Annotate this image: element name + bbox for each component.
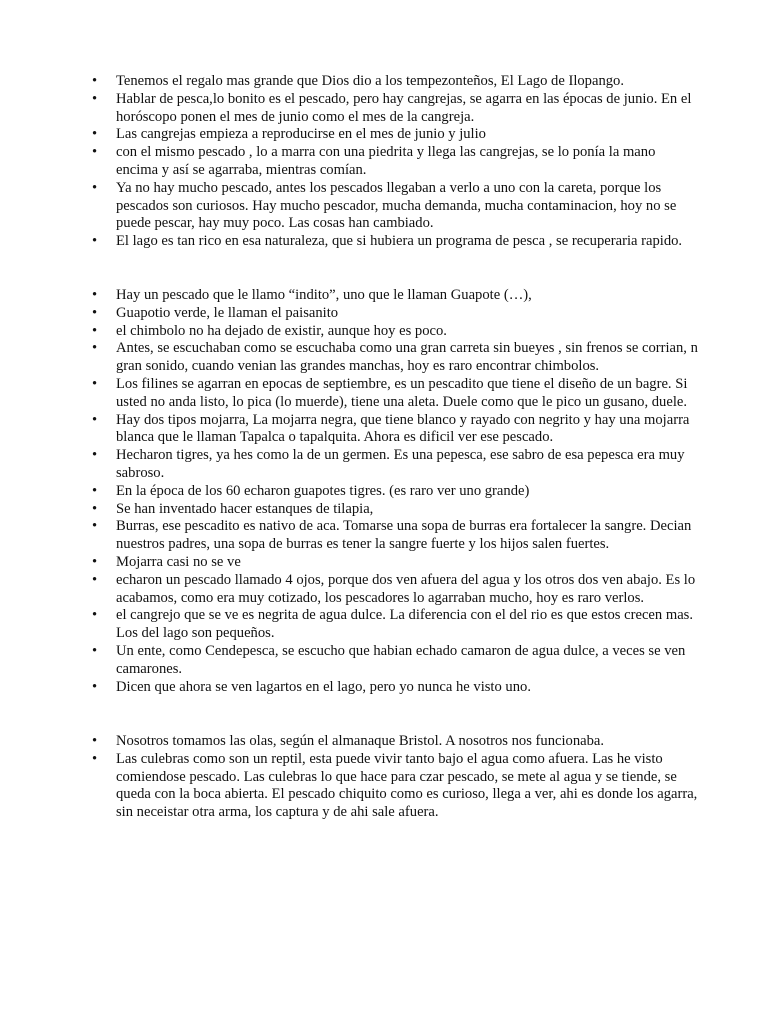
- bullet-icon: •: [92, 144, 98, 161]
- list-item-text: Antes, se escuchaban como se escuchaba como una gran carreta sin bueyes , sin frenos se corrian, n gran sonido, cuando venian las grandes manchas, hoy es raro encontrar chimbolos.: [116, 340, 698, 375]
- bullet-list-section-1: [92, 73, 700, 251]
- list-item: [92, 305, 700, 323]
- bullet-icon: •: [92, 340, 98, 357]
- bullet-icon: •: [92, 553, 98, 570]
- list-item-text: Tenemos el regalo mas grande que Dios dio a los tempezonteños, El Lago de Ilopango.: [116, 73, 624, 89]
- list-item-text: Hecharon tigres, ya hes como la de un germen. Es una pepesca, ese sabro de esa pepesca era muy sabroso.: [116, 447, 685, 481]
- list-item: [92, 73, 700, 91]
- bullet-icon: •: [92, 518, 98, 535]
- list-item: [92, 144, 700, 180]
- list-item: [92, 91, 700, 127]
- list-item-text: el chimbolo no ha dejado de existir, aunque hoy es poco.: [116, 322, 447, 339]
- list-item-text: con el mismo pescado , lo a marra con una piedrita y llega las cangrejas, se lo ponía la mano encima y así se agarraba, mientras comían.: [116, 144, 656, 178]
- list-item-text: Dicen que ahora se ven lagartos en el lago, pero yo nunca he visto uno.: [116, 678, 531, 695]
- bullet-list-section-3: [92, 733, 700, 822]
- list-item: [92, 340, 700, 376]
- list-item: [92, 447, 700, 483]
- list-item-text: Los filines se agarran en epocas de septiembre, es un pescadito que tiene el diseño de un bagre. Si usted no anda listo, lo pica (lo muerde), tiene una aleta. Duele como que le pico un gusano, duele.: [116, 375, 688, 410]
- bullet-icon: •: [92, 607, 98, 624]
- list-item: [92, 518, 700, 554]
- bullet-icon: •: [92, 126, 98, 143]
- list-item-text: En la época de los 60 echaron guapotes tigres. (es raro ver uno grande): [116, 482, 530, 499]
- list-item-text: Mojarra casi no se ve: [116, 553, 241, 570]
- list-item-text: Guapotio verde, le llaman el paisanito: [116, 304, 339, 321]
- list-item: [92, 233, 700, 251]
- list-item-text: echaron un pescado llamado 4 ojos, porque dos ven afuera del agua y los otros dos ven abajo. Es lo acabamos, como era muy cotizado, los pescadores lo agarraban mucho, hoy es raro verlos.: [116, 571, 696, 606]
- list-item: [92, 501, 700, 519]
- list-item: [92, 733, 700, 751]
- bullet-icon: •: [92, 90, 98, 107]
- list-item: [92, 607, 700, 643]
- bullet-icon: •: [92, 375, 98, 392]
- bullet-icon: •: [92, 642, 98, 659]
- list-item-text: Hablar de pesca,lo bonito es el pescado, pero hay cangrejas, se agarra en las épocas de junio. En el horóscopo ponen el mes de junio como el mes de la cangreja.: [116, 90, 692, 125]
- list-item-text: Burras, ese pescadito es nativo de aca. Tomarse una sopa de burras era fortalecer la sangre. Decian nuestros padres, una sopa de burras es tener la sangre fuerte y los hijos salen fuertes.: [116, 518, 692, 553]
- bullet-icon: •: [92, 678, 98, 695]
- bullet-icon: •: [92, 447, 98, 464]
- list-item: [92, 483, 700, 501]
- list-item-text: Nosotros tomamos las olas, según el almanaque Bristol. A nosotros nos funcionaba.: [116, 733, 605, 749]
- list-item-text: Hay dos tipos mojarra, La mojarra negra, que tiene blanco y rayado con negrito y hay una mojarra blanca que le llaman Tapalca o tapalquita. Ahora es dificil ver ese pescado.: [116, 411, 690, 446]
- list-item-text: el cangrejo que se ve es negrita de agua dulce. La diferencia con el del rio es que estos crecen mas. Los del lago son pequeños.: [116, 607, 693, 642]
- list-item-text: El lago es tan rico en esa naturaleza, que si hubiera un programa de pesca , se recuperaria rapido.: [116, 233, 683, 250]
- bullet-icon: •: [92, 411, 98, 428]
- bullet-list-section-2: [92, 287, 700, 696]
- list-item-text: Las culebras como son un reptil, esta puede vivir tanto bajo el agua como afuera. Las he visto comiendose pescado. Las culebras lo que hace para czar pescado, se mete al agua y se tiende, se queda con la boca abierta. El pescado chiquito como es curioso, llega a ver, ahi es donde los agarra, sin neceistar otra arma, los captura y de ahi sale afuera.: [116, 750, 698, 821]
- bullet-icon: •: [92, 750, 98, 767]
- list-item: [92, 376, 700, 412]
- list-item-text: Ya no hay mucho pescado, antes los pescados llegaban a verlo a uno con la careta, porque los pescados son curiosos. Hay mucho pescador, mucha demanda, mucha contaminacion, hoy no se puede pescar, hay muy poco. Las cosas han cambiado.: [116, 179, 677, 232]
- list-item-text: Hay un pescado que le llamo “indito”, uno que le llaman Guapote (…),: [116, 287, 532, 303]
- bullet-icon: •: [92, 304, 98, 321]
- bullet-icon: •: [92, 482, 98, 499]
- list-item: [92, 554, 700, 572]
- bullet-icon: •: [92, 733, 98, 749]
- bullet-icon: •: [92, 571, 98, 588]
- list-item-text: Se han inventado hacer estanques de tilapia,: [116, 500, 374, 517]
- list-item: [92, 572, 700, 608]
- list-item: [92, 287, 700, 305]
- bullet-icon: •: [92, 322, 98, 339]
- bullet-icon: •: [92, 179, 98, 196]
- bullet-icon: •: [92, 233, 98, 250]
- list-item: [92, 412, 700, 448]
- list-item: [92, 126, 700, 144]
- bullet-icon: •: [92, 287, 98, 303]
- list-item: [92, 679, 700, 697]
- list-item-text: Un ente, como Cendepesca, se escucho que habian echado camaron de agua dulce, a veces se ven camarones.: [116, 642, 686, 677]
- bullet-icon: •: [92, 500, 98, 517]
- list-item: [92, 180, 700, 233]
- list-item: [92, 751, 700, 822]
- list-item: [92, 643, 700, 679]
- list-item: [92, 323, 700, 341]
- bullet-icon: •: [92, 73, 98, 89]
- list-item-text: Las cangrejas empieza a reproducirse en el mes de junio y julio: [116, 126, 486, 143]
